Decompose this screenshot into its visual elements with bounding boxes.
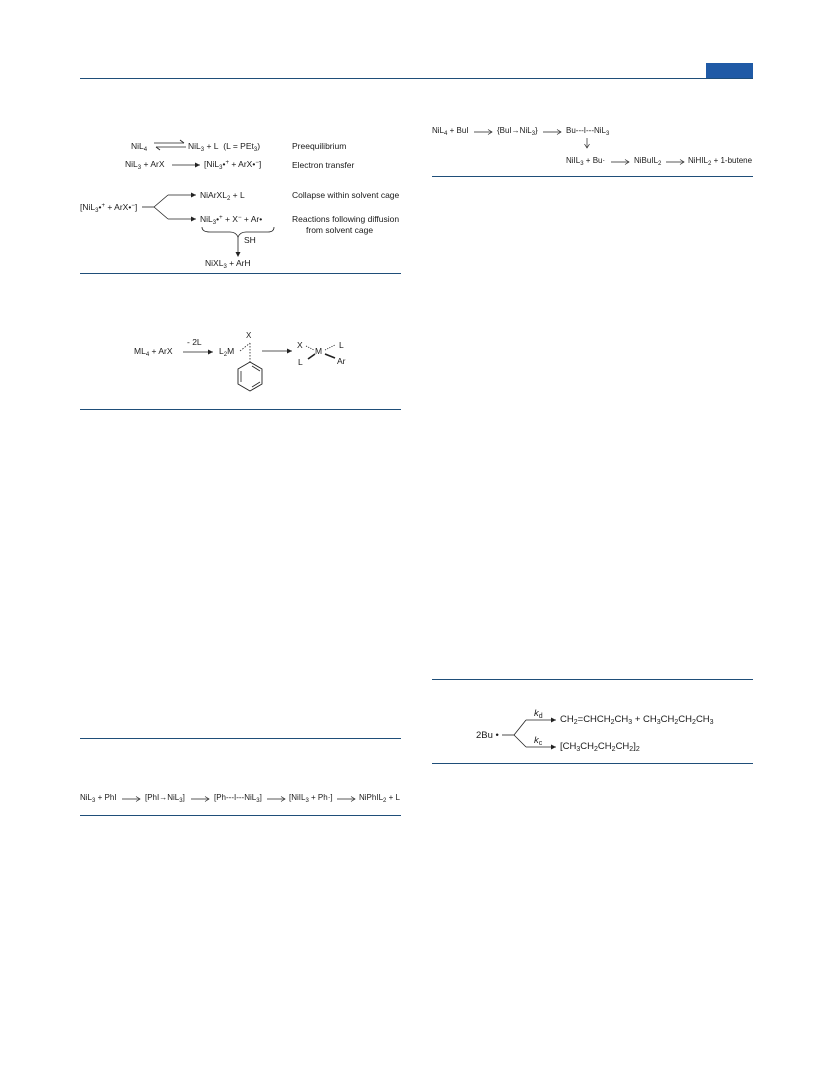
cage-left-label: [NiL$_3$•+ + ArX•−] bbox=[80, 202, 138, 214]
diffusion-label-line2: from solvent cage bbox=[306, 224, 374, 235]
scheme4-rule bbox=[432, 176, 753, 177]
product-m-label: M bbox=[315, 346, 323, 356]
bu-branch-lines bbox=[502, 714, 558, 750]
phi-step4: [NiIL$_3$ + Ph·] bbox=[289, 793, 333, 804]
bui-arrow2 bbox=[543, 128, 563, 136]
electron-transfer-arrow bbox=[172, 161, 202, 169]
diffusion-products-label: NiL$_3$•+ + X− + Ar• bbox=[200, 214, 263, 226]
scheme1-rule bbox=[80, 273, 401, 274]
scheme5-bottom-rule bbox=[432, 763, 753, 764]
l2m-label: $L_2M$ bbox=[219, 346, 235, 358]
brace-and-down-arrow bbox=[200, 226, 280, 258]
bui-step3: Bu---I---NiL$_3$ bbox=[566, 126, 610, 137]
scheme3-bottom-rule bbox=[80, 815, 401, 816]
phi-step5: NiPhIL$_2$ + L bbox=[359, 793, 400, 804]
radical-pair-label: [NiL$_3$•+ + ArX•−] bbox=[204, 159, 262, 171]
bui-step1: NiL$_4$ + BuI bbox=[432, 126, 469, 137]
phi-arrow4 bbox=[337, 795, 357, 803]
phi-arrow2 bbox=[191, 795, 211, 803]
branch-lines bbox=[142, 190, 198, 230]
bui-arrow4 bbox=[666, 158, 686, 166]
product-l1-label: L bbox=[339, 340, 344, 350]
kc-label: $k_c$ bbox=[534, 735, 543, 747]
nil3-plus-l-label: NiL$_3$ + L (L = PEt$_3$) bbox=[188, 141, 261, 153]
bui-step4: NiIL$_3$ + Bu· bbox=[566, 156, 606, 167]
phi-arrow3 bbox=[267, 795, 287, 803]
phi-step1: NiL$_3$ + PhI bbox=[80, 793, 117, 804]
bui-step2: {BuI→NiL$_3$} bbox=[497, 126, 538, 137]
benzene-ring-icon bbox=[230, 336, 270, 398]
to-product-arrow bbox=[262, 347, 294, 355]
product-l2-label: L bbox=[298, 357, 303, 367]
final-product-label: NiXL$_3$ + ArH bbox=[205, 258, 251, 270]
product-x-label: X bbox=[297, 340, 303, 350]
sh-label: SH bbox=[244, 235, 256, 245]
header-page-tab bbox=[706, 63, 753, 78]
collapse-product-label: NiArXL$_2$ + L bbox=[200, 190, 245, 202]
bui-down-arrow bbox=[583, 138, 591, 150]
disproportionation-products: $CH_2=CHCH_2CH_3 + CH_3CH_2CH_2CH_3$ bbox=[560, 714, 714, 726]
bu-reactant: 2Bu • bbox=[476, 730, 499, 741]
bui-step5: NiBuIL$_2$ bbox=[634, 156, 662, 167]
nil3-arx-label: NiL$_3$ + ArX bbox=[125, 159, 165, 171]
diffusion-label bbox=[292, 214, 399, 235]
bui-arrow1 bbox=[474, 128, 494, 136]
header-rule bbox=[80, 78, 753, 79]
bui-arrow3 bbox=[611, 158, 631, 166]
minus-2l-arrow bbox=[183, 348, 215, 356]
kd-label: $k_d$ bbox=[534, 708, 543, 720]
phi-arrow1 bbox=[122, 795, 142, 803]
phi-step2: [PhI→NiL$_3$] bbox=[145, 793, 185, 804]
combination-product: $[CH_3CH_2CH_2CH_2]_2$ bbox=[560, 741, 640, 753]
collapse-label: Collapse within solvent cage bbox=[292, 190, 400, 200]
preequilibrium-label: Preequilibrium bbox=[292, 141, 347, 151]
scheme5-top-rule bbox=[432, 679, 753, 680]
ml4-arx-label: $ML_4$ + ArX bbox=[134, 346, 173, 358]
product-bonds bbox=[303, 342, 339, 362]
product-ar-label: Ar bbox=[337, 356, 346, 366]
intermediate-x-label: X bbox=[246, 331, 252, 340]
nil4-label: NiL$_4$ bbox=[131, 141, 148, 153]
electron-transfer-label: Electron transfer bbox=[292, 160, 355, 170]
minus-2l-label: - 2L bbox=[187, 337, 202, 347]
bui-step6: NiHIL$_2$ + 1-butene bbox=[688, 156, 753, 167]
scheme3-top-rule bbox=[80, 738, 401, 739]
equilibrium-arrow bbox=[154, 140, 186, 150]
scheme2-rule bbox=[80, 409, 401, 410]
diffusion-label-line1: Reactions following diffusion bbox=[292, 214, 400, 224]
phi-step3: [Ph---I---NiL$_3$] bbox=[214, 793, 262, 804]
